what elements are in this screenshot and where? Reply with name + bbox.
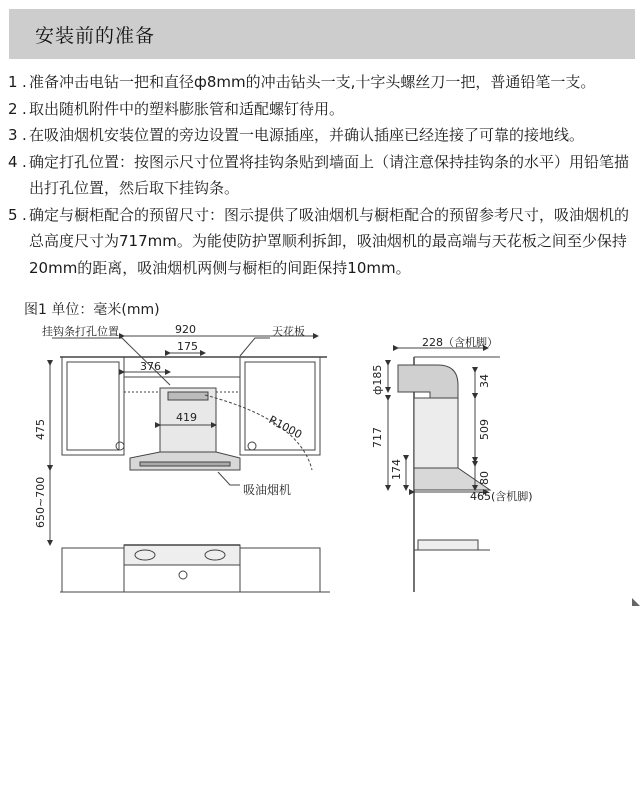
dim-34: 34 <box>478 374 491 388</box>
dim-717: 717 <box>371 427 384 448</box>
ceiling-leader <box>240 338 270 356</box>
dim-80: 80 <box>478 471 491 485</box>
dim-419: 419 <box>176 411 197 424</box>
step-number: 3 <box>8 126 18 144</box>
dim-228: 228（含机脚） <box>422 336 498 349</box>
step-number: 1 <box>8 73 18 91</box>
dim-465: 465(含机脚) <box>470 490 533 503</box>
step-item: 2 . 取出随机附件中的塑料膨胀管和适配螺钉待用。 <box>8 96 638 123</box>
step-text: 在吸油烟机安装位置的旁边设置一电源插座，并确认插座已经连接了可靠的接地线。 <box>29 126 585 144</box>
step-number: 5 <box>8 205 18 224</box>
hood-label: 吸油烟机 <box>243 483 292 497</box>
figure-caption: 图1 单位：毫米(mm) <box>24 302 160 318</box>
step-item: 4 . 确定打孔位置：按图示尺寸位置将挂钩条贴到墙面上（请注意保持挂钩条的水平）用铅笔描出打孔位置，然后取下挂钩条。 <box>8 149 638 202</box>
step-item: 1 . 准备冲击电钻一把和直径ф8mm的冲击钻头一支,十字头螺丝刀一把，普通铅笔一支。 <box>8 69 638 96</box>
dim-475: 475 <box>34 419 47 440</box>
upper-cabinet-right <box>240 357 320 455</box>
dim-509: 509 <box>478 419 491 440</box>
ceiling-label: 天花板 <box>272 325 305 338</box>
duct-elbow <box>398 365 458 398</box>
dim-920: 920 <box>175 323 196 336</box>
stove <box>124 545 240 565</box>
step-number: 4 <box>8 152 18 171</box>
section-title: 安装前的准备 <box>35 25 156 47</box>
step-text: 准备冲击电钻一把和直径ф8mm的冲击钻头一支,十字头螺丝刀一把，普通铅笔一支。 <box>29 73 596 91</box>
front-view <box>50 336 330 592</box>
dim-174: 174 <box>390 459 403 480</box>
step-item: 5 . 确定与橱柜配合的预留尺寸：图示提供了吸油烟机与橱柜配合的预留参考尺寸，吸油烟机的总高度尺寸为717mm。为能使防护罩顺利拆卸，吸油烟机的最高端与天花板之间至少保持20mm的距离，吸油烟机两侧与橱柜的间距保持10mm。 <box>8 202 638 282</box>
step-number: 2 <box>8 99 18 118</box>
dim-r1000: R1000 <box>266 413 305 442</box>
step-text: 确定打孔位置：按图示尺寸位置将挂钩条贴到墙面上（请注意保持挂钩条的水平）用铅笔描出打孔位置，然后取下挂钩条。 <box>29 152 630 197</box>
hood-canopy <box>130 452 240 470</box>
step-text: 确定与橱柜配合的预留尺寸：图示提供了吸油烟机与橱柜配合的预留参考尺寸，吸油烟机的总高度尺寸为717mm。为能使防护罩顺利拆卸，吸油烟机的最高端与天花板之间至少保持20mm的距离，吸油烟机两侧与橱柜的间距保持10mm。 <box>29 205 630 277</box>
corner-mark <box>632 598 640 606</box>
dim-185: ф185 <box>371 364 384 395</box>
upper-cabinet-left <box>62 357 124 455</box>
dim-376: 376 <box>140 360 161 373</box>
dim-650-700: 650~700 <box>34 476 47 528</box>
lower-cabinet-right <box>240 548 320 592</box>
step-item: 3 . 在吸油烟机安装位置的旁边设置一电源插座，并确认插座已经连接了可靠的接地线。 <box>8 122 638 149</box>
lower-cabinet-left <box>62 548 124 592</box>
step-text: 取出随机附件中的塑料膨胀管和适配螺钉待用。 <box>29 99 345 118</box>
hook-label: 挂钩条打孔位置 <box>42 325 119 338</box>
hood-leader <box>218 472 240 485</box>
dim-175: 175 <box>177 340 198 353</box>
